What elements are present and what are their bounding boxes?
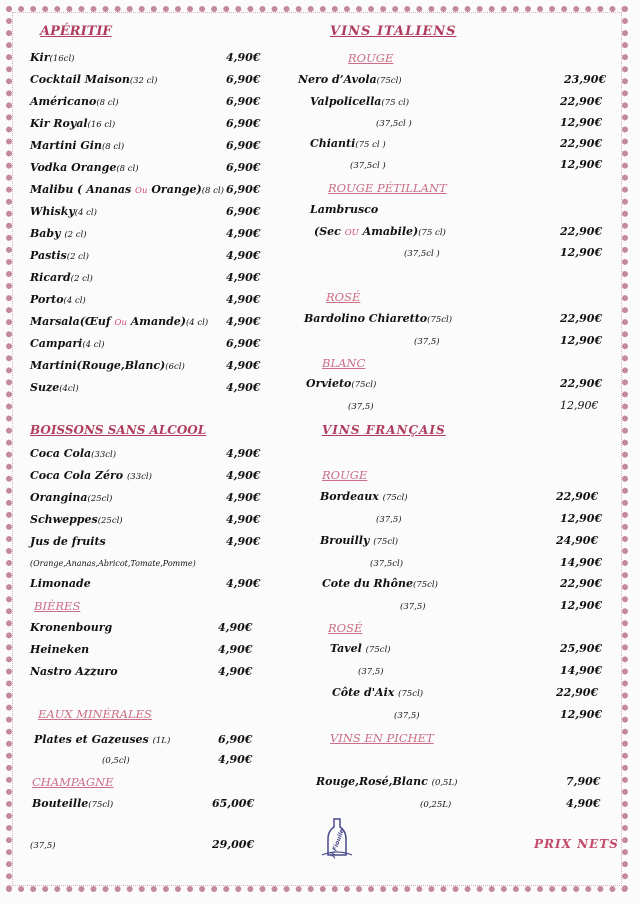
item-size: (16 cl) [87,120,116,130]
lambrusco-half: (37,5cl ) [404,249,440,259]
item-size: (8 cl) [96,98,119,108]
item-size: (33cl) [91,450,117,460]
champagne-price: 65,00€ [212,797,255,810]
sans-alcool-heading: BOISSONS SANS ALCOOL [30,423,207,437]
nero-line: Nero d’Avola(75cl) [298,73,402,86]
aperitif-item [30,359,185,374]
aix-line: Côte d'Aix (75cl) [332,686,424,699]
item-name: Coca Cola [30,447,92,460]
orvieto-line: Orvieto(75cl) [306,377,377,390]
aix-price: 22,90€ [556,686,599,699]
aperitif-price: 6,90€ [226,117,261,130]
aperitif-item [30,51,74,66]
chianti-half: (37,5cl ) [350,161,386,171]
vins-italiens-heading: VINS ITALIENS [330,24,457,39]
bordeaux-price: 22,90€ [556,490,599,503]
item-size: (4 cl) [82,340,105,350]
item-size: (8 cl) [101,142,125,152]
item-size: (4cl) [59,384,79,394]
champagne-half-size: (37,5) [30,841,56,851]
item-size: (16cl) [49,54,75,64]
aperitif-price: 4,90€ [226,249,261,262]
ou-label: Ou [135,186,148,196]
aperitif-price: 6,90€ [226,73,261,86]
aperitif-item [30,293,86,308]
sans-alcool-price: 4,90€ [226,513,261,526]
eaux-line-1: Plates et Gazeuses (1L) [34,733,171,746]
tavel-half: (37,5) [358,667,384,677]
item-name-cont: Orange) [147,183,202,196]
aperitif-item [30,117,115,132]
logo-text: Jl-Fiouile [329,828,346,859]
bardolino-price: 22,90€ [560,312,603,325]
pichet-small-size: (0,25L) [420,800,452,810]
item-name: Ricard [30,271,71,284]
fruits-note: (Orange,Ananas,Abricot,Tomate,Pomme) [30,559,196,568]
aperitif-price: 6,90€ [226,183,261,196]
item-size: (25cl) [87,494,113,504]
sans-alcool-price: 4,90€ [226,447,261,460]
item-size: (4 cl) [185,318,209,328]
sans-alcool-item [30,513,123,528]
bordeaux-half: (37,5) [376,515,402,525]
tavel-price: 25,90€ [560,642,603,655]
aperitif-item [30,139,124,154]
pichet-price: 7,90€ [566,775,601,788]
aperitif-price: 6,90€ [226,161,261,174]
lambrusco-line: Lambrusco [310,203,379,216]
item-name: Porto [30,293,64,306]
sans-alcool-price: 4,90€ [226,535,261,548]
aperitif-price: 4,90€ [226,359,261,372]
eaux-price-1: 6,90€ [218,733,253,746]
aperitif-item [30,161,139,176]
item-name: Marsala(Œuf [30,315,115,328]
lambrusco-variant-line: (Sec OU Amabile)(75 cl) [314,225,446,238]
item-size: (25cl) [97,516,123,526]
item-size: (2 cl) [70,274,93,284]
prix-nets-label: PRIX NETS [534,837,619,851]
item-name: Coca Cola Zéro [30,469,127,482]
biere-item: Kronenbourg [30,621,113,634]
lambrusco-half-price: 12,90€ [560,246,603,259]
biere-item: Heineken [30,643,90,656]
brouilly-price: 24,90€ [556,534,599,547]
sans-alcool-price: 4,90€ [226,469,261,482]
tavel-half-price: 14,90€ [560,664,603,677]
aperitif-item [30,271,93,286]
aperitif-heading: APÉRITIF [40,24,112,39]
lambrusco-price: 22,90€ [560,225,603,238]
pichet-small-price: 4,90€ [566,797,601,810]
valpo-half-price: 12,90€ [560,116,603,129]
aperitif-price: 4,90€ [226,51,261,64]
item-size: (32 cl) [129,76,158,86]
item-size: (8 cl) [201,186,224,196]
item-name: Campari [30,337,83,350]
orvieto-price: 22,90€ [560,377,603,390]
champagne-line: Bouteille(75cl) [32,797,114,810]
brouilly-half-price: 14,90€ [560,556,603,569]
biere-price: 4,90€ [218,621,253,634]
cdr-price: 22,90€ [560,577,603,590]
aperitif-item [30,381,79,396]
biere-price: 4,90€ [218,665,253,678]
aperitif-price: 6,90€ [226,95,261,108]
item-name: Américano [30,95,97,108]
champagne-heading: CHAMPAGNE [32,775,114,789]
aperitif-item [30,205,97,220]
pichet-heading: VINS EN PICHET [330,731,434,745]
biere-price: 4,90€ [218,643,253,656]
item-size: (6cl) [165,362,185,372]
item-name: Kir [30,51,50,64]
aperitif-item [30,227,87,242]
aperitif-price: 6,90€ [226,139,261,152]
item-name: Baby [30,227,65,240]
item-size: (2 cl) [66,252,89,262]
aix-half: (37,5) [394,711,420,721]
it-rouge-heading: ROUGE [348,51,394,65]
biere-item: Nastro Azzuro [30,665,118,678]
item-size: (33cl) [126,472,152,482]
aix-half-price: 12,90€ [560,708,603,721]
item-name-cont: Amande) [126,315,186,328]
aperitif-price: 4,90€ [226,293,261,306]
sans-alcool-item [30,447,116,462]
sans-alcool-price: 4,90€ [226,491,261,504]
sans-alcool-item [30,535,106,549]
item-size: (4 cl) [63,296,86,306]
item-name: Schweppes [30,513,98,526]
eaux-price-2: 4,90€ [218,753,253,766]
valpo-half: (37,5cl ) [376,119,412,129]
sans-alcool-item [30,469,152,484]
item-name: Kir Royal [30,117,88,130]
aperitif-price: 4,90€ [226,271,261,284]
bordeaux-line: Bordeaux (75cl) [320,490,408,503]
fr-rose-heading: ROSÉ [328,621,363,635]
item-name: Vodka Orange [30,161,117,174]
it-rouge-petillant-heading: ROUGE PÉTILLANT [328,181,447,195]
vins-francais-heading: VINS FRANÇAIS [322,423,446,437]
item-size: (8 cl) [116,164,139,174]
item-size: (2 cl) [64,230,87,240]
it-rose-heading: ROSÉ [326,290,361,304]
bieres-heading: BIÈRES [34,599,81,613]
item-name: Malibu ( Ananas [30,183,136,196]
brouilly-half: (37,5cl) [370,559,404,569]
aperitif-item [30,337,105,352]
item-name: Jus de fruits [30,535,106,548]
it-blanc-heading: BLANC [322,356,366,370]
aperitif-price: 6,90€ [226,337,261,350]
bardolino-half: (37,5) [414,337,440,347]
bardolino-half-price: 12,90€ [560,334,603,347]
item-name: Whisky [30,205,75,218]
valpo-line: Valpolicella(75 cl) [310,95,410,108]
item-name: Cocktail Maison [30,73,130,86]
aperitif-item [30,315,208,330]
item-name: Suze [30,381,60,394]
aperitif-item [30,73,157,88]
champagne-half-price: 29,00€ [212,838,255,851]
sans-alcool-item [30,577,91,591]
aperitif-price: 6,90€ [226,205,261,218]
item-name: Orangina [30,491,88,504]
item-name: Limonade [30,577,91,590]
aperitif-item [30,183,224,198]
chianti-price: 22,90€ [560,137,603,150]
nero-price: 23,90€ [564,73,607,86]
brouilly-line: Brouilly (75cl) [320,534,399,547]
cdr-line: Cote du Rhône(75cl) [322,577,438,590]
sans-alcool-item [30,491,112,506]
sans-alcool-price: 4,90€ [226,577,261,590]
valpo-price: 22,90€ [560,95,603,108]
item-size: (4 cl) [74,208,97,218]
item-name: Martini Gin [30,139,102,152]
tavel-line: Tavel (75cl) [330,642,391,655]
cdr-half-price: 12,90€ [560,599,603,612]
eaux-size-2: (0,5cl) [102,756,130,766]
bardolino-line: Bardolino Chiaretto(75cl) [304,312,453,325]
chianti-line: Chianti(75 cl ) [310,137,386,150]
ou-label: Ou [114,318,127,328]
fr-rouge-heading: ROUGE [322,468,368,482]
aperitif-item [30,95,119,110]
aperitif-price: 4,90€ [226,227,261,240]
aperitif-price: 4,90€ [226,315,261,328]
aperitif-price: 4,90€ [226,381,261,394]
chianti-half-price: 12,90€ [560,158,603,171]
orvieto-half: (37,5) [348,402,374,412]
item-name: Martini(Rouge,Blanc) [30,359,166,372]
cdr-half: (37,5) [400,602,426,612]
bordeaux-half-price: 12,90€ [560,512,603,525]
eaux-heading: EAUX MINÉRALES [38,707,152,721]
bottle-logo-icon [320,815,354,859]
aperitif-item [30,249,89,264]
pichet-line: Rouge,Rosé,Blanc (0,5L) [316,775,458,788]
item-name: Pastis [30,249,67,262]
orvieto-half-price: 12,90€ [560,399,599,412]
